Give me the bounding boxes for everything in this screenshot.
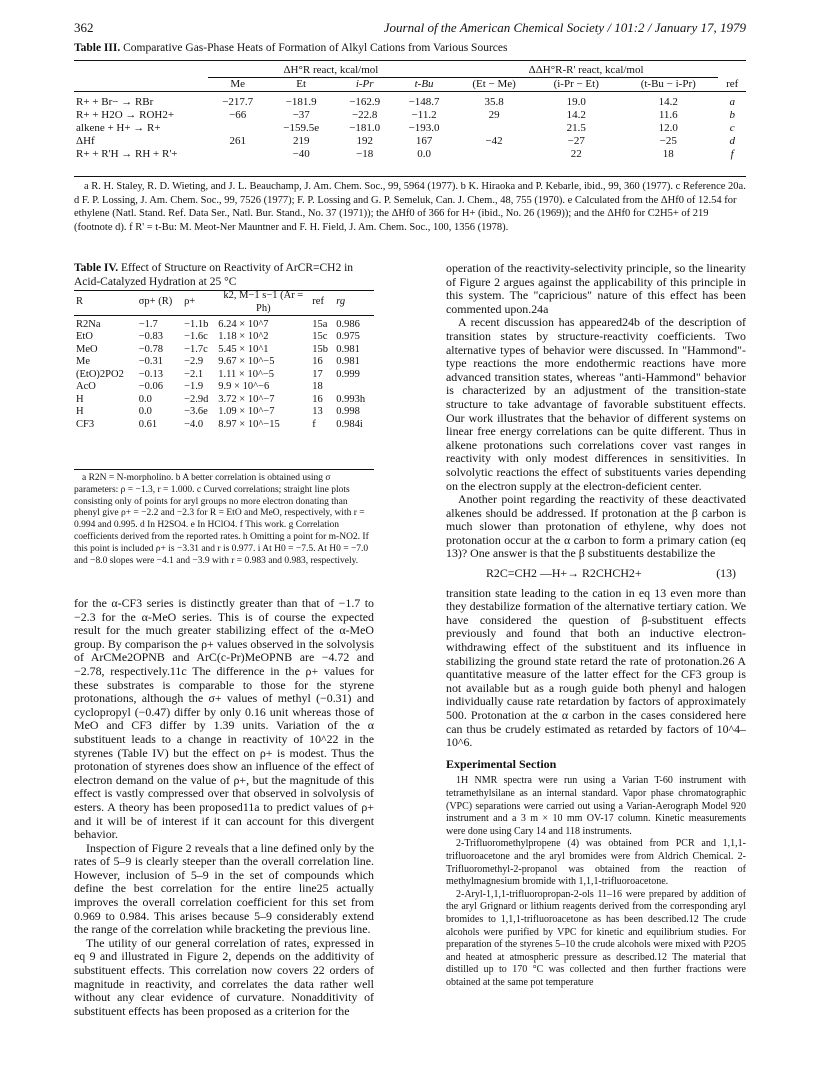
table3-caption (74, 42, 746, 54)
table4-cell: 6.24 × 10^7 (218, 318, 269, 330)
table4-cell: −2.1 (184, 368, 204, 380)
table4-cell: −0.31 (138, 356, 164, 367)
table-row (74, 135, 746, 148)
table4-cell: H (76, 406, 84, 417)
table4-cell: 15c (312, 331, 328, 342)
table3 (74, 64, 746, 161)
table4-cell: 0.975 (336, 331, 360, 342)
table3-col-header: (Et − Me) (472, 78, 516, 90)
table4-cell: 15b (312, 343, 329, 355)
table3-cell: −40 (292, 147, 310, 160)
table3-cell: R+ + H2O → ROH2+ (76, 108, 175, 121)
table4-footnotes (74, 473, 374, 567)
table4-cell: −0.13 (138, 368, 164, 380)
table3-col-header: (t-Bu − i-Pr) (640, 78, 696, 90)
table4-cell: 1.18 × 10^2 (218, 331, 269, 342)
table-row (74, 369, 374, 382)
table3-footnotes (74, 180, 746, 234)
table3-cell: −181.0 (349, 121, 381, 134)
table4-cell: H (76, 393, 84, 405)
table4-cell (334, 381, 374, 394)
body-paragraph: Another point regarding the reactivity of these deactivated alkenes should be addressed. If protonation at the β carbon is much slower than protonation of ethylene, why does not protonation occur at the α carbon to form a primary cation (eq 13)? One answer is that the β substituents destabilize the (446, 492, 746, 561)
table3-cell: −25 (659, 134, 677, 147)
table-row (74, 381, 374, 394)
table4-cell: −2.9 (184, 356, 204, 367)
table3-col-header: (i-Pr − Et) (553, 78, 599, 90)
table3-cell: −18 (356, 147, 374, 160)
body-paragraph: Inspection of Figure 2 reveals that a line defined only by the rates of 5–9 is clearly steeper than the overall correlation line. However, inclusion of 5–9 in the set of compounds which define the best correlation for the entire line25 actually improves the overall correlation coefficient for this set from 0.969 to 0.984. This arises because 5–9 considerably extend the range of the correlation while bracketing the previous line. (74, 840, 374, 937)
running-header: Journal of the American Chemical Society / 101:2 / January 17, 1979 (383, 20, 746, 35)
table4-cell: −3.6e (184, 406, 208, 417)
table3-col-header: t-Bu (414, 78, 434, 90)
table3-group1: ΔH°R react, kcal/mol (208, 64, 454, 78)
section-title: Experimental Section (446, 756, 557, 771)
table3-col-header: i-Pr (355, 78, 374, 90)
table4-cell: 16 (312, 356, 323, 367)
table4-cell: Me (76, 356, 90, 367)
table4-cell: 9.67 × 10^−5 (218, 356, 275, 367)
table-row (74, 331, 374, 344)
table4-footnote-text: a R2N = N-morpholino. b A better correlation is obtained using σ parameters: ρ = −1.3, r = 1.000. c Curved correlations; straight line plots consisting only of points for aryl groups no more electron donating than phenyl give ρ+ = −2.2 and −2.3 for R = EtO and MeO, respectively, with r = 0.994 and 0.995. d In H2SO4. e In HClO4. f This work. g Correlation coefficients derived from the reported rates. h Omitting a point for m-NO2. If this point is included ρ+ is −3.31 and r is 0.977. i At H0 = −7.5. At H0 = −7.0 and −8.0 slopes were −4.1 and −3.9 with r = 0.983 and 0.983, respectively. (74, 473, 369, 566)
table4-bottom-rule (74, 469, 374, 470)
table4-cell: 0.0 (138, 393, 152, 405)
table3-group2: ΔΔH°R-R' react, kcal/mol (454, 64, 719, 78)
table3-cell: 19.0 (566, 95, 586, 108)
table4-cell: −0.83 (138, 331, 164, 342)
table-row (74, 394, 374, 407)
table4-cell: 1.09 × 10^−7 (218, 406, 275, 417)
table3-cell: −42 (485, 134, 503, 147)
table4-cell: 9.9 × 10^−6 (218, 381, 270, 392)
table4-cell: 0.984i (336, 418, 363, 430)
table4-cell: 0.999 (336, 368, 360, 380)
table-row (74, 406, 374, 419)
table4-cell: 0.0 (138, 406, 152, 417)
table3-cell: −37 (292, 108, 310, 121)
table4-cell: −1.7 (138, 318, 158, 330)
table3-cell: alkene + H+ → R+ (76, 121, 161, 134)
table4-cell: MeO (76, 343, 98, 355)
table3-cell: −148.7 (408, 95, 440, 108)
table3-cell: −217.7 (222, 95, 254, 108)
table3-col-header: Et (296, 78, 307, 90)
body-paragraph: for the α-CF3 series is distinctly greater than that of −1.7 to −2.3 for the α-MeO series. This is of course the expected result for the much greater stabilizing effect of the α-MeO group. By comparison the ρ+ values observed in the solvolysis of ArCMe2OPNB and ArC(c-Pr)MeOPNB are −4.72 and −2.78, respectively.11c The difference in the ρ+ values for these substrates is comparable to those for the styrene protonations, although the σ+ values of methyl (−0.31) and cyclopropyl (−0.47) differ by only 0.16 unit whereas those of MeO and CF3 differ by 1.39 units. Variation of the α substituent leads to a change in reactivity of 10^22 in the styrenes (Table IV) but the effect on ρ+ is modest. Thus the protonation of styrenes does show an influence of the effect of electron demand on the value of ρ+, but the magnitude of this effect is vastly compressed over that observed in solvolysis of esters. A theory has been proposed11a to predict values of ρ+ and it will be of interest if it can account for this divergent behavior. (74, 596, 374, 842)
table3-cell: 14.2 (566, 108, 586, 121)
table4-cell: 8.97 × 10^−15 (218, 418, 280, 430)
table4-cell: 0.998 (336, 406, 360, 417)
table4-cell: −1.7c (184, 343, 208, 355)
table3-cell: f (730, 147, 734, 160)
table4-cell: 0.981 (336, 343, 360, 355)
table4-cell: 0.993h (336, 393, 366, 405)
table3-cell (208, 122, 267, 135)
table4-title: Effect of Structure on Reactivity of ArCR=CH2 in Acid-Catalyzed Hydration at 25 °C (74, 262, 354, 288)
table4-col-header: ρ+ (184, 296, 196, 308)
table3-cell: 35.8 (484, 95, 504, 108)
table4-cell: AcO (76, 381, 96, 392)
table4-cell: −1.6c (184, 331, 208, 342)
table4-caption (74, 262, 374, 289)
table3-cell: 192 (356, 134, 373, 147)
table-row (74, 96, 746, 109)
table4-cell: CF3 (76, 418, 95, 430)
table4-cell: R2Na (76, 318, 101, 330)
table3-cell: 18 (662, 147, 674, 160)
table3-cell: 0.0 (417, 147, 431, 160)
table4-col-header: rg (336, 296, 346, 308)
table4-col-header: R (76, 296, 84, 308)
table3-bottom-rule (74, 176, 746, 177)
table3-cell: −11.2 (411, 108, 437, 121)
table3-cell: R+ + Br− → RBr (76, 95, 154, 108)
table4-cell: 18 (312, 381, 323, 392)
table3-col-header: Me (230, 78, 246, 90)
table3-cell: d (729, 134, 735, 147)
table4-cell: 0.986 (336, 318, 360, 330)
body-paragraph: A recent discussion has appeared24b of the description of transition states by structure-reactivity coefficients. Two alternative types of behavior were discussed. In "Hammond"-type reactions the more endothermic reactions have more advanced transition states, whereas "anti-Hammond" behavior is characterized by an adjustment of the transition-state structure to take advantage of favorable substituent effects. Our work illustrates that the behavior of different systems on linear free energy correlations can be quite different. Thus in alkene protonations such correlations cover vast ranges in reactivity with only modest differences in sensitivities. In solvolytic reactions the effect of substituents varies depending on the electron supply at the electron-deficient center. (446, 315, 746, 493)
table3-cell: 167 (415, 134, 433, 147)
page-number: 362 (74, 20, 94, 35)
table3-cell: 261 (229, 134, 246, 147)
table-row (74, 319, 374, 332)
table3-cell (208, 148, 267, 161)
table3-cell: 29 (488, 108, 500, 121)
table-row (74, 109, 746, 122)
experimental-paragraph: 1H NMR spectra were run using a Varian T-60 instrument with tetramethylsilane as an internal standard. Vapor phase chromatographic (VPC) separations were carried out using a Varian-Aerograph Model 920 instrument and a 3 m × 10 mm OV-17 column. Kinetic measurements were done using Cary 14 and 118 instruments. (446, 775, 746, 837)
experimental-text (446, 775, 746, 989)
body-paragraph: transition state leading to the cation in eq 13 even more than they destabilize formation of the alternative tertiary cation. We have considered the question of β-substituent effects previously and found that both an inductive electron-withdrawing effect of the substituent and its influence in stabilizing the ground state retard the rate of protonation.26 A quantitative measure of the latter effect for the CF3 group is not available but as a rough guide both phenyl and halogen individually cause rate retardation by factors of approximately 500. Protonation at the α carbon in the cases considered here can thus be crudely estimated as retarded by factors of 10^4–10^6. (446, 585, 746, 750)
table4-cell: −2.9d (184, 393, 209, 405)
table3-cell: 14.2 (658, 95, 678, 108)
table4-cell: 0.981 (336, 356, 360, 367)
table3-cell: −181.9 (285, 95, 317, 108)
table3-cell: 21.5 (566, 121, 586, 134)
table4-cell: 17 (312, 368, 323, 380)
table4-cell: 5.45 × 10^1 (218, 343, 269, 355)
table3-cell: −193.0 (408, 121, 440, 134)
table4-label: Table IV. (74, 262, 119, 274)
table4 (74, 290, 374, 431)
table3-cell: b (729, 108, 735, 121)
table3-cell: −66 (229, 108, 247, 121)
equation-13 (446, 561, 746, 587)
table3-cell: 22 (570, 147, 582, 160)
table4-col-header: k2, M−1 s−1 (Ar = Ph) (223, 290, 304, 314)
body-paragraph: operation of the reactivity-selectivity principle, so the linearity of Figure 2 argues against the applicability of this principle in this system. The "capricious" nature of this effect has been commented upon.24a (446, 261, 746, 316)
table-row (74, 122, 746, 135)
table3-cell: ΔHf (76, 134, 95, 147)
table4-cell: −4.0 (184, 418, 204, 430)
table3-cell: a (729, 95, 735, 108)
equation-number: (13) (716, 566, 736, 581)
table4-cell: −1.1b (184, 318, 209, 330)
table4-cell: (EtO)2PO2 (76, 368, 124, 380)
table4-col-header: σp+ (R) (138, 296, 173, 308)
table3-cell (454, 148, 535, 161)
table3-cell: −27 (567, 134, 585, 147)
table3-cell: −162.9 (349, 95, 381, 108)
table4-cell: 0.61 (138, 418, 158, 430)
table3-cell: 11.6 (658, 108, 678, 121)
table3-cell: R+ + R'H → RH + R'+ (76, 147, 178, 160)
table-row (74, 356, 374, 369)
table3-footnote-text: a R. H. Staley, R. D. Wieting, and J. L. Beauchamp, J. Am. Chem. Soc., 99, 5964 (1977). b K. Hiraoka and P. Kebarle, ibid., 99, 360 (1977). c Reference 20a. d F. P. Lossing, J. Am. Chem. Soc., 99, 7526 (1977); F. P. Lossing and G. P. Semeluk, Can. J. Chem., 48, 755 (1970). e Calculated from the ΔHf0 of 12.54 for ethylene (Natl. Stand. Ref. Data Ser., Natl. Bur. Stand., No. 37 (1971)); the ΔHf0 of 366 for H+ (ibid., No. 26 (1969)); and the ΔHf0 for C2H5+ of 219 (footnote d). f R' = t-Bu: M. Meot-Ner Mauntner and F. H. Field, J. Am. Chem. Soc., 100, 1356 (1978). (74, 181, 746, 233)
table4-cell: f (312, 418, 316, 430)
table3-title: Comparative Gas-Phase Heats of Formation of Alkyl Cations from Various Sources (123, 42, 508, 54)
table3-top-rule (74, 60, 746, 61)
table4-cell: −0.06 (138, 381, 164, 392)
table4-cell: 15a (312, 318, 328, 330)
experimental-paragraph: 2-Trifluoromethylpropene (4) was obtained from PCR and 1,1,1-trifluoroacetone and the aryl bromides were from Aldrich Chemical. 2-Trifluoromethyl-2-propanol was obtained from the reaction of methylmagnesium bromide with 1,1,1-trifluoroacetone. (446, 838, 746, 888)
table4-cell: EtO (76, 331, 93, 342)
equation-text: R2C=CH2 —H+→ R2CHCH2+ (486, 566, 642, 581)
experimental-paragraph: 2-Aryl-1,1,1-trifluoropropan-2-ols 11–16 were prepared by addition of the aryl Grignard or lithium reagents derived from the corresponding aryl bromides to 1,1,1-trifluoroacetone as has been described.12 The crude alcohols were purified by VPC for kinetic and equilibrium studies. For preparation of the styrenes 5–10 the crude alcohols were mixed with P2O5 and heated at atmospheric pressure as described.12 The material that distilled up to 170 °C was collected and then further fractions were obtained at the same pot temperature (446, 888, 746, 988)
table4-cell: −1.9 (184, 381, 204, 392)
table4-cell: 13 (312, 406, 323, 417)
body-paragraph: The utility of our general correlation of rates, expressed in eq 9 and illustrated in Figure 2, depends on the additivity of substituent effects. This correlation now covers 22 orders of magnitude in reactivity, and correlates the data rather well without any clear evidence of curvature. Nonadditivity of substituent effects has been proposed as a criterion for the (74, 935, 374, 1018)
table3-cell: −159.5e (283, 121, 320, 134)
table3-cell: 219 (292, 134, 310, 147)
table3-cell: c (729, 121, 735, 134)
table4-col-header: ref (312, 296, 324, 308)
table-row (74, 344, 374, 357)
table3-label: Table III. (74, 42, 121, 54)
table3-col-header: ref (726, 77, 739, 90)
table3-cell: 12.0 (658, 121, 678, 134)
left-column-body (74, 597, 374, 1018)
table4-cell: −0.78 (138, 343, 164, 355)
table4-cell: 16 (312, 393, 323, 405)
table4-cell: 3.72 × 10^−7 (218, 393, 275, 405)
table-row (74, 148, 746, 161)
table3-cell (454, 122, 535, 135)
right-column-body (446, 262, 746, 989)
table-row (74, 419, 374, 432)
table4-cell: 1.11 × 10^−5 (218, 368, 275, 380)
table3-cell: −22.8 (351, 108, 378, 121)
